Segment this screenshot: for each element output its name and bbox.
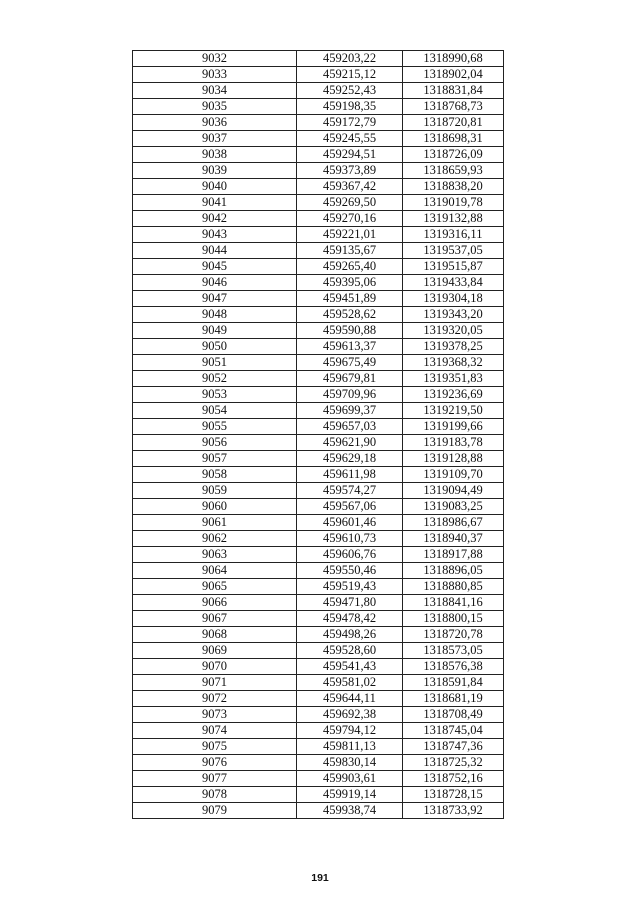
y-coordinate-cell: 1318800,15 [403,611,504,627]
y-coordinate-cell: 1319537,05 [403,243,504,259]
x-coordinate-cell: 459611,98 [297,467,403,483]
y-coordinate-cell: 1319199,66 [403,419,504,435]
table-row [133,355,504,371]
table-row [133,195,504,211]
point-number-cell: 9067 [133,611,297,627]
point-number-cell: 9044 [133,243,297,259]
table-row [133,499,504,515]
y-coordinate-cell: 1319109,70 [403,467,504,483]
table-row [133,515,504,531]
table-row [133,739,504,755]
y-coordinate-cell: 1319236,69 [403,387,504,403]
point-number-cell: 9051 [133,355,297,371]
y-coordinate-cell: 1319320,05 [403,323,504,339]
table-row [133,451,504,467]
x-coordinate-cell: 459621,90 [297,435,403,451]
x-coordinate-cell: 459395,06 [297,275,403,291]
y-coordinate-cell: 1319316,11 [403,227,504,243]
x-coordinate-cell: 459590,88 [297,323,403,339]
point-number-cell: 9063 [133,547,297,563]
y-coordinate-cell: 1318681,19 [403,691,504,707]
point-number-cell: 9042 [133,211,297,227]
x-coordinate-cell: 459657,03 [297,419,403,435]
x-coordinate-cell: 459478,42 [297,611,403,627]
point-number-cell: 9034 [133,83,297,99]
point-number-cell: 9054 [133,403,297,419]
point-number-cell: 9049 [133,323,297,339]
y-coordinate-cell: 1318752,16 [403,771,504,787]
y-coordinate-cell: 1318733,92 [403,803,504,819]
point-number-cell: 9038 [133,147,297,163]
x-coordinate-cell: 459270,16 [297,211,403,227]
x-coordinate-cell: 459903,61 [297,771,403,787]
table-row [133,755,504,771]
x-coordinate-cell: 459519,43 [297,579,403,595]
table-row [133,115,504,131]
x-coordinate-cell: 459601,46 [297,515,403,531]
point-number-cell: 9073 [133,707,297,723]
table-row [133,579,504,595]
x-coordinate-cell: 459245,55 [297,131,403,147]
point-number-cell: 9037 [133,131,297,147]
y-coordinate-cell: 1319515,87 [403,259,504,275]
y-coordinate-cell: 1318747,36 [403,739,504,755]
y-coordinate-cell: 1318990,68 [403,51,504,67]
point-number-cell: 9062 [133,531,297,547]
table-row [133,483,504,499]
y-coordinate-cell: 1318841,16 [403,595,504,611]
point-number-cell: 9041 [133,195,297,211]
point-number-cell: 9079 [133,803,297,819]
y-coordinate-cell: 1319219,50 [403,403,504,419]
x-coordinate-cell: 459699,37 [297,403,403,419]
point-number-cell: 9059 [133,483,297,499]
x-coordinate-cell: 459294,51 [297,147,403,163]
point-number-cell: 9066 [133,595,297,611]
x-coordinate-cell: 459811,13 [297,739,403,755]
y-coordinate-cell: 1318573,05 [403,643,504,659]
point-number-cell: 9057 [133,451,297,467]
x-coordinate-cell: 459528,62 [297,307,403,323]
x-coordinate-cell: 459794,12 [297,723,403,739]
table-row [133,787,504,803]
point-number-cell: 9055 [133,419,297,435]
y-coordinate-cell: 1319083,25 [403,499,504,515]
x-coordinate-cell: 459581,02 [297,675,403,691]
point-number-cell: 9053 [133,387,297,403]
point-number-cell: 9036 [133,115,297,131]
point-number-cell: 9046 [133,275,297,291]
table-row [133,723,504,739]
y-coordinate-cell: 1319378,25 [403,339,504,355]
y-coordinate-cell: 1318902,04 [403,67,504,83]
table-row [133,243,504,259]
x-coordinate-cell: 459221,01 [297,227,403,243]
y-coordinate-cell: 1318728,15 [403,787,504,803]
x-coordinate-cell: 459613,37 [297,339,403,355]
table-row [133,179,504,195]
point-number-cell: 9039 [133,163,297,179]
x-coordinate-cell: 459606,76 [297,547,403,563]
point-number-cell: 9076 [133,755,297,771]
x-coordinate-cell: 459550,46 [297,563,403,579]
x-coordinate-cell: 459135,67 [297,243,403,259]
point-number-cell: 9068 [133,627,297,643]
point-number-cell: 9078 [133,787,297,803]
y-coordinate-cell: 1318576,38 [403,659,504,675]
point-number-cell: 9056 [133,435,297,451]
y-coordinate-cell: 1318720,78 [403,627,504,643]
y-coordinate-cell: 1318659,93 [403,163,504,179]
table-row [133,627,504,643]
table-row [133,99,504,115]
x-coordinate-cell: 459252,43 [297,83,403,99]
x-coordinate-cell: 459203,22 [297,51,403,67]
point-number-cell: 9077 [133,771,297,787]
y-coordinate-cell: 1319304,18 [403,291,504,307]
table-row [133,803,504,819]
y-coordinate-cell: 1318917,88 [403,547,504,563]
point-number-cell: 9072 [133,691,297,707]
table-row [133,371,504,387]
x-coordinate-cell: 459373,89 [297,163,403,179]
y-coordinate-cell: 1319128,88 [403,451,504,467]
table-row [133,691,504,707]
y-coordinate-cell: 1318745,04 [403,723,504,739]
x-coordinate-cell: 459265,40 [297,259,403,275]
table-row [133,467,504,483]
table-row [133,707,504,723]
y-coordinate-cell: 1318831,84 [403,83,504,99]
table-row [133,643,504,659]
point-number-cell: 9061 [133,515,297,531]
table-row [133,147,504,163]
x-coordinate-cell: 459644,11 [297,691,403,707]
point-number-cell: 9064 [133,563,297,579]
table-row [133,131,504,147]
y-coordinate-cell: 1318591,84 [403,675,504,691]
point-number-cell: 9070 [133,659,297,675]
page-number: 191 [311,872,329,884]
x-coordinate-cell: 459451,89 [297,291,403,307]
point-number-cell: 9048 [133,307,297,323]
table-row [133,403,504,419]
y-coordinate-cell: 1319343,20 [403,307,504,323]
y-coordinate-cell: 1318708,49 [403,707,504,723]
x-coordinate-cell: 459528,60 [297,643,403,659]
y-coordinate-cell: 1319351,83 [403,371,504,387]
y-coordinate-cell: 1318838,20 [403,179,504,195]
table-row [133,307,504,323]
y-coordinate-cell: 1318726,09 [403,147,504,163]
x-coordinate-cell: 459938,74 [297,803,403,819]
x-coordinate-cell: 459675,49 [297,355,403,371]
point-number-cell: 9032 [133,51,297,67]
x-coordinate-cell: 459367,42 [297,179,403,195]
point-number-cell: 9050 [133,339,297,355]
x-coordinate-cell: 459574,27 [297,483,403,499]
y-coordinate-cell: 1318698,31 [403,131,504,147]
point-number-cell: 9045 [133,259,297,275]
y-coordinate-cell: 1318986,67 [403,515,504,531]
table-row [133,419,504,435]
point-number-cell: 9043 [133,227,297,243]
y-coordinate-cell: 1318725,32 [403,755,504,771]
table-row [133,387,504,403]
y-coordinate-cell: 1319433,84 [403,275,504,291]
table-row [133,323,504,339]
table-row [133,435,504,451]
x-coordinate-cell: 459498,26 [297,627,403,643]
y-coordinate-cell: 1318880,85 [403,579,504,595]
table-row [133,595,504,611]
point-number-cell: 9035 [133,99,297,115]
table-row [133,339,504,355]
point-number-cell: 9075 [133,739,297,755]
coordinates-table [132,50,504,819]
point-number-cell: 9065 [133,579,297,595]
point-number-cell: 9069 [133,643,297,659]
y-coordinate-cell: 1318896,05 [403,563,504,579]
x-coordinate-cell: 459919,14 [297,787,403,803]
x-coordinate-cell: 459172,79 [297,115,403,131]
table-row [133,51,504,67]
x-coordinate-cell: 459610,73 [297,531,403,547]
table-row [133,563,504,579]
table-row [133,291,504,307]
y-coordinate-cell: 1318720,81 [403,115,504,131]
x-coordinate-cell: 459830,14 [297,755,403,771]
y-coordinate-cell: 1318940,37 [403,531,504,547]
point-number-cell: 9071 [133,675,297,691]
table-row [133,659,504,675]
y-coordinate-cell: 1319183,78 [403,435,504,451]
y-coordinate-cell: 1319094,49 [403,483,504,499]
point-number-cell: 9052 [133,371,297,387]
table-body [133,51,504,819]
x-coordinate-cell: 459471,80 [297,595,403,611]
table-row [133,163,504,179]
x-coordinate-cell: 459679,81 [297,371,403,387]
table-row [133,771,504,787]
coordinates-table-container [132,50,504,819]
x-coordinate-cell: 459541,43 [297,659,403,675]
table-row [133,227,504,243]
y-coordinate-cell: 1319019,78 [403,195,504,211]
y-coordinate-cell: 1318768,73 [403,99,504,115]
x-coordinate-cell: 459269,50 [297,195,403,211]
table-row [133,547,504,563]
y-coordinate-cell: 1319132,88 [403,211,504,227]
point-number-cell: 9058 [133,467,297,483]
x-coordinate-cell: 459629,18 [297,451,403,467]
table-row [133,675,504,691]
table-row [133,275,504,291]
x-coordinate-cell: 459215,12 [297,67,403,83]
x-coordinate-cell: 459567,06 [297,499,403,515]
table-row [133,67,504,83]
point-number-cell: 9040 [133,179,297,195]
point-number-cell: 9047 [133,291,297,307]
x-coordinate-cell: 459198,35 [297,99,403,115]
table-row [133,83,504,99]
point-number-cell: 9033 [133,67,297,83]
table-row [133,531,504,547]
x-coordinate-cell: 459692,38 [297,707,403,723]
point-number-cell: 9074 [133,723,297,739]
y-coordinate-cell: 1319368,32 [403,355,504,371]
table-row [133,211,504,227]
point-number-cell: 9060 [133,499,297,515]
table-row [133,259,504,275]
x-coordinate-cell: 459709,96 [297,387,403,403]
table-row [133,611,504,627]
